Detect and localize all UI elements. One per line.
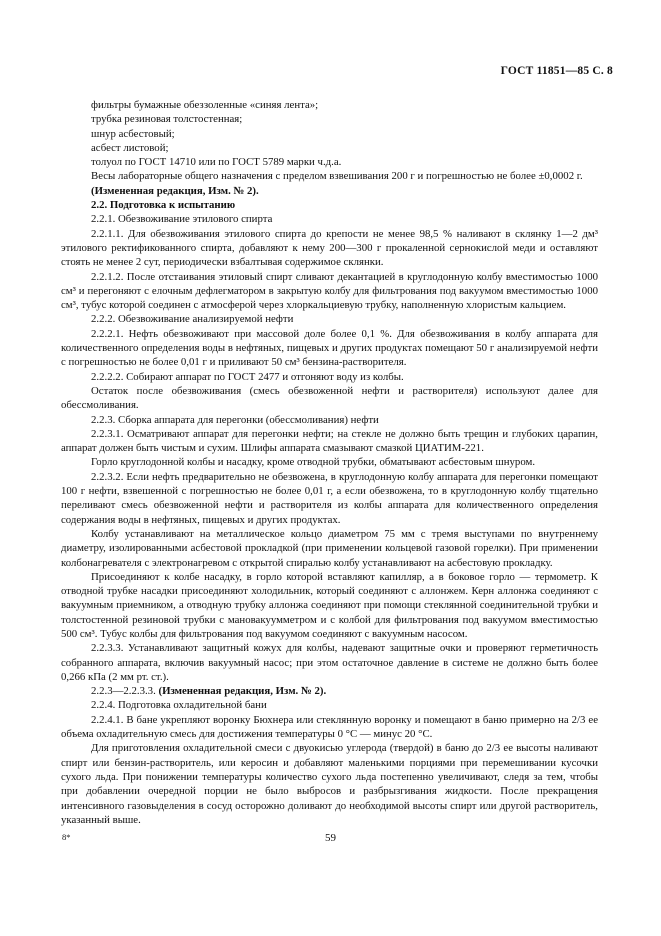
paragraph: асбест листовой; xyxy=(91,141,169,154)
paragraph: Весы лабораторные общего назначения с пределом взвешивания 200 г и погрешностью не более ±0,0002 г. xyxy=(91,170,583,183)
paragraph-text: 2.2.3—2.2.3.3. xyxy=(91,685,159,698)
paragraph: 2.2.2.1. Нефть обезвоживают при массовой доле более 0,1 %. Для обезвоживания в колбу аппарата для количественного определения воды в нефтяных, пищевых и других продуктах помещают 50 г анализируемой нефти с погрешностью не более 0,01 г и приливают 50 см³ бензина-растворителя. xyxy=(61,327,598,369)
document-body xyxy=(61,98,598,827)
paragraph: 2.2.1.1. Для обезвоживания этилового спирта до крепости не менее 98,5 % наливают в склянку 1—2 дм³ этилового ректификованного спирта, добавляют к нему 200—300 г прокаленной сернокислой меди и оставляют стоять не менее 2 сут, периодически взбалтывая содержимое склянки. xyxy=(61,227,598,269)
paragraph: 2.2.1.2. После отстаивания этиловый спирт сливают декантацией в круглодонную колбу вместимостью 1000 см³ и перегоняют с елочным дефлегматором в закрытую колбу для фильтрования под вакуумом вместимостью 1000 см³, тубус которой соединен с атмосферой через хлоркальциевую трубку, наполненную хлористым кальцием. xyxy=(61,270,598,312)
paragraph: Горло круглодонной колбы и насадку, кроме отводной трубки, обматывают асбестовым шнуром. xyxy=(91,456,536,469)
page-number: 59 xyxy=(325,832,336,844)
paragraph: Колбу устанавливают на металлическое кольцо диаметром 75 мм с тремя выступами по внутреннему диаметру, изолированными асбестовой прокладкой (при применении кольцевой газовой горелки). При применении колбонагревателя с электронагревом с открытой спиралью колбу устанавливают на асбестовую прокладку. xyxy=(61,527,598,569)
paragraph: Остаток после обезвоживания (смесь обезвоженной нефти и растворителя) используют далее для обессмоливания. xyxy=(61,384,598,412)
paragraph: 2.2.1. Обезвоживание этилового спирта xyxy=(91,213,273,226)
paragraph: 2.2.3.1. Осматривают аппарат для перегонки нефти; на стекле не должно быть трещин и глубоких царапин, аппарат должен быть чистым и сухим. Шлифы аппарата смазывают смазкой ЦИАТИМ-221. xyxy=(61,427,598,455)
paragraph: толуол по ГОСТ 14710 или по ГОСТ 5789 марки ч.д.а. xyxy=(91,156,342,169)
bold-paragraph: 2.2. Подготовка к испытанию xyxy=(91,199,236,212)
standard-header: ГОСТ 11851—85 С. 8 xyxy=(500,65,613,77)
paragraph: 2.2.2. Обезвоживание анализируемой нефти xyxy=(91,313,294,326)
paragraph: трубка резиновая толстостенная; xyxy=(91,113,243,126)
signature-mark: 8* xyxy=(62,832,71,842)
revision-note: (Измененная редакция, Изм. № 2). xyxy=(158,685,327,698)
paragraph: 2.2.3. Сборка аппарата для перегонки (обессмоливания) нефти xyxy=(91,413,379,426)
paragraph: 2.2.2.2. Собирают аппарат по ГОСТ 2477 и отгоняют воду из колбы. xyxy=(91,370,404,383)
paragraph xyxy=(61,684,598,698)
paragraph: Для приготовления охладительной смеси с двуокисью углерода (твердой) в баню до 2/3 ее высоты наливают спирт или бензин-растворитель, или керосин и добавляют маленькими порциями при перемешивании кусочки сухого льда. При понижении температуры количество сухого льда постепенно увеличивают, следя за тем, чтобы при добавлении очередной порции не было выбросов и разбрызгивания жидкости. После прекращения интенсивного газовыделения в сосуд осторожно доливают до необходимой высоты спирт или другой растворитель, указанный выше. xyxy=(61,742,598,826)
paragraph: 2.2.4. Подготовка охладительной бани xyxy=(91,699,267,712)
paragraph: шнур асбестовый; xyxy=(91,127,175,140)
paragraph: Присоединяют к колбе насадку, в горло которой вставляют капилляр, а в боковое горло — термометр. К отводной трубке насадки присоединяют холодильник, который соединяют с аллонжем. Керн аллонжа соединяют с вакуумным приемником, а отводную трубку аллонжа соединяют при помощи стеклянной соединительной трубки и толстостенной резиновой трубки с мановакуумметром и с колбой для фильтрования под вакуумом вместимостью 500 см³. Тубус колбы для фильтрования под вакуумом соединяют с вакуумным насосом. xyxy=(61,570,598,640)
bold-paragraph: (Измененная редакция, Изм. № 2). xyxy=(91,184,259,197)
paragraph: фильтры бумажные обеззоленные «синяя лента»; xyxy=(91,99,319,111)
paragraph: 2.2.3.3. Устанавливают защитный кожух для колбы, надевают защитные очки и проверяют герметичность собранного аппарата, включив вакуумный насос; при этом остаточное давление в системе не должно быть более 0,266 кПа (2 мм рт. ст.). xyxy=(61,642,598,683)
paragraph: 2.2.3.2. Если нефть предварительно не обезвожена, в круглодонную колбу аппарата для перегонки помещают 100 г нефти, взвешенной с погрешностью не более 0,01 г, а если обезвожена, то в круглодонную колбу тщательно переливают смесь обезвоженной нефти и растворителя из колбы аппарата для количественного определения содержания воды в нефтяных, пищевых и других продуктах. xyxy=(61,470,598,526)
paragraph: 2.2.4.1. В бане укрепляют воронку Бюхнера или стеклянную воронку и помещают в баню примерно на 2/3 ее объема охладительную смесь для достижения температуры 0 °С — минус 20 °С. xyxy=(61,713,598,741)
